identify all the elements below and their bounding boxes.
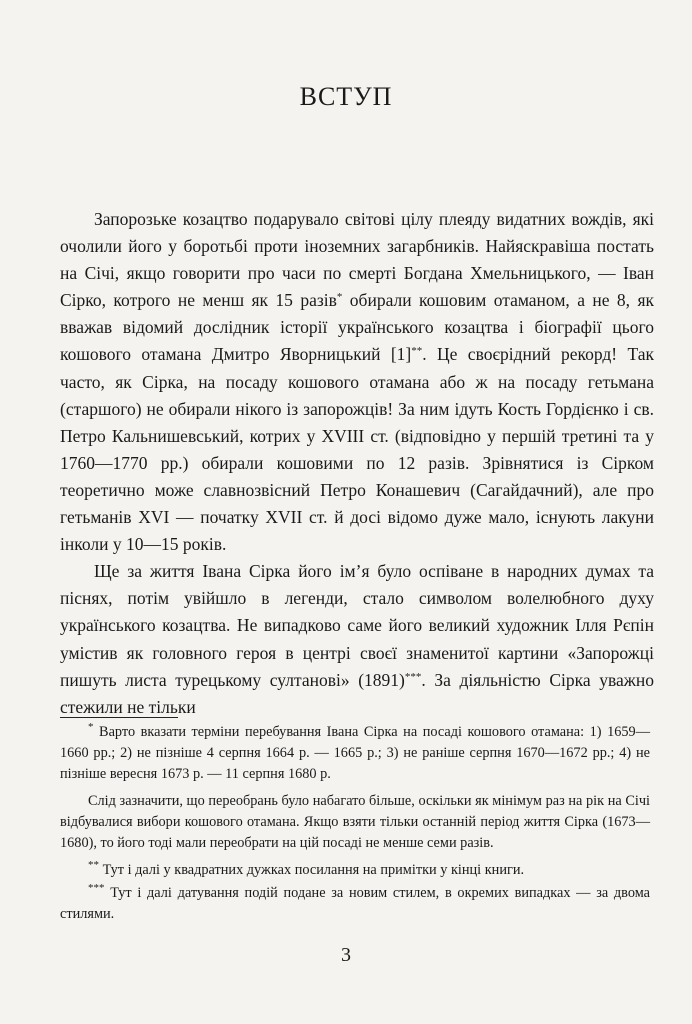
footnote-3-text: Тут і далі датування подій подане за новим стилем, в окремих випадках — за двома стилями. [60,885,650,922]
page-number: 3 [341,944,351,966]
footnote-divider [60,717,178,718]
footnotes [60,722,650,927]
paragraph-1-part-1: Запорозьке козацтво подарувало світові цілу плеяду видатних вождів, які очолили його у боротьбі проти іноземних загарбників. Найяскравіша постать на Січі, якщо говорити про часи по смерті Богдана Хмельницького, — Іван Сірко, котрого не менш як 15 разів [60,209,654,311]
footnote-1 [60,722,650,785]
footnote-2 [60,860,650,881]
footnote-2-mark: ** [88,859,99,871]
paragraph-2-part-1: Ще за життя Івана Сірка його ім’я було оспіване в народних думах та піснях, потім увійшло в легенди, стало символом волелюбного духу українського козацтва. Не випадково саме його великий художник Ілля Рєпін умістив як головного героя в центрі своєї знаменитої картини «Запорожці пишуть листа турецькому султанові» (1891) [60,561,654,690]
footnote-ref-1: * [336,291,343,304]
main-text [60,206,654,721]
paragraph-1-part-2: обирали кошовим отаманом, а не 8, як вважав відомий дослідник історії українського козацтва і біографії цього кошового отамана Дмитро Яворницький [1] [60,290,654,365]
footnote-1-continuation: Слід зазначити, що переобрань було набагато більше, оскільки як мінімум раз на рік на Січі відбувалися вибори кошового отамана. Якщо взяти тільки останній період життя Сірка (1673—1680), то його тоді мали переобрати на цій посаді не менше семи разів. [60,793,650,851]
footnote-ref-3: *** [404,670,422,683]
paragraph-2 [60,558,654,721]
footnote-3 [60,883,650,925]
footnote-ref-2: ** [411,345,423,358]
paragraph-2-part-2: . За діяльністю Сірка уважно стежили не тільки [60,669,654,717]
footnote-3-mark: *** [88,882,105,894]
footnote-1-text: Варто вказати терміни перебування Івана Сірка на посаді кошового отамана: 1) 1659—1660 рр.; 2) не пізніше 4 серпня 1664 р. — 1665 р.; 3) не раніше серпня 1670—1672 рр.; 4) не пізніше вересня 1673 р. — 11 серпня 1680 р. [60,724,650,782]
paragraph-1 [60,206,654,558]
footnote-1-mark: * [88,721,94,733]
paragraph-1-part-3: . Це своєрідний рекорд! Так часто, як Сірка, на посаду кошового отамана або ж на посаду гетьмана (старшого) не обирали нікого із запорожців! За ним ідуть Кость Гордієнко і св. Петро Кальнишевський, котрих у XVIII ст. (відповідно у першій третині та у 1760—1770 рр.) обирали кошовими по 12 разів. Зрівнятися із Сірком теоретично може славнозвісний Петро Конашевич (Сагайдачний), але про гетьманів XVI — початку XVII ст. й досі відомо дуже мало, існують лакуни інколи у 10—15 років. [60,344,654,555]
footnote-2-text: Тут і далі у квадратних дужках посилання на примітки у кінці книги. [99,862,525,878]
chapter-title: ВСТУП [299,82,393,111]
